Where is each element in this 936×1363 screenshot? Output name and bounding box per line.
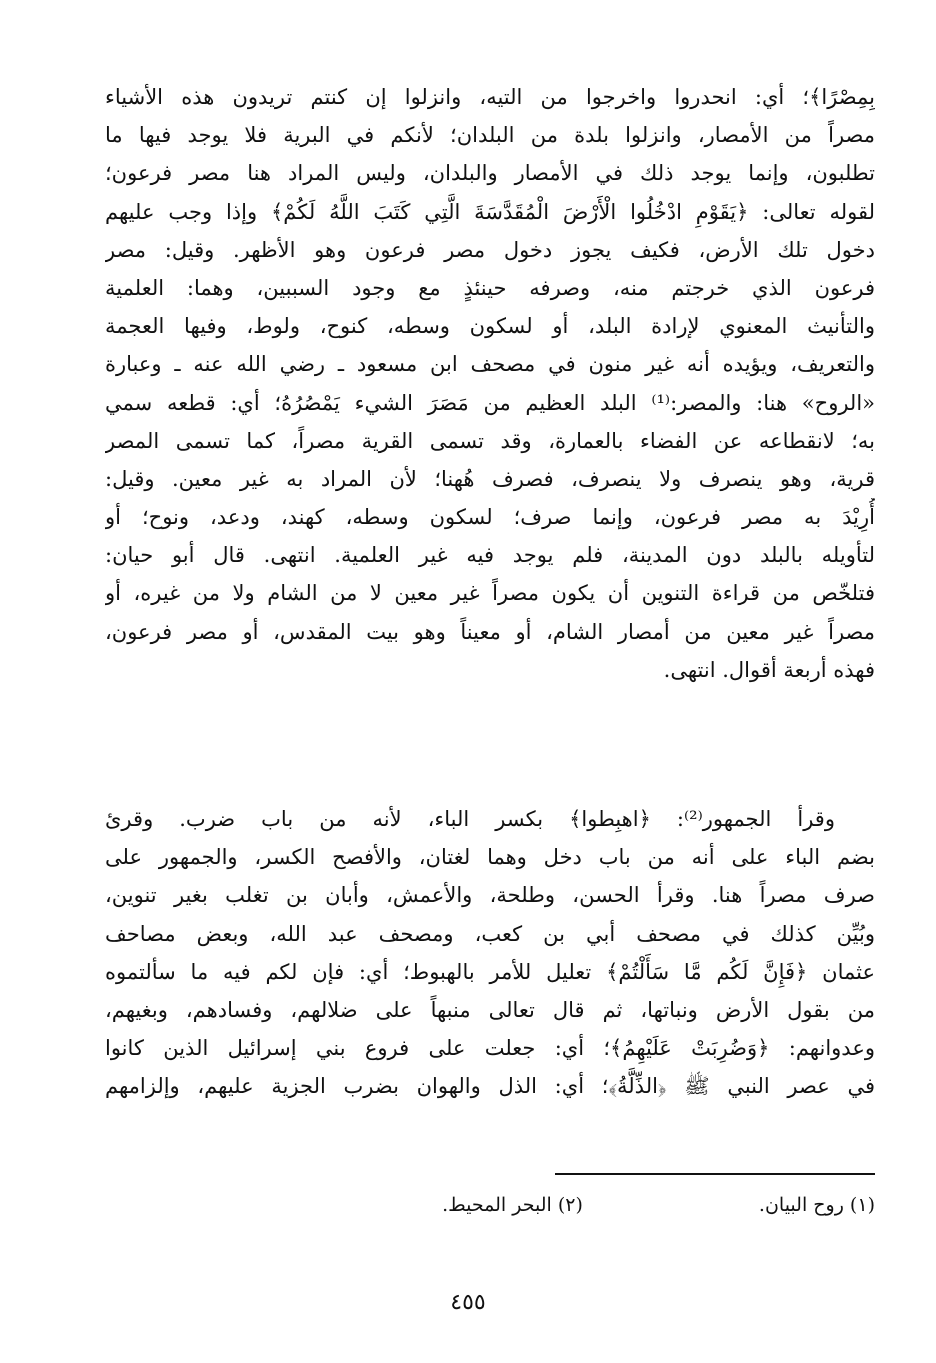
text-line: فتلخّص من قراءة التنوين أن يكون مصراً غير معين لا من الشام ولا من غيره، أو bbox=[105, 581, 875, 606]
text-line: «الروح» هنا: والمصر:⁽¹⁾ البلد العظيم من مَصَرَ الشيء يَمْصُرُهُ؛ أي: قطعه سمي bbox=[105, 390, 875, 415]
text-line: والتأنيث المعنوي لإرادة البلد، أو لسكون وسطه، كنوح، ولوط، وفيها العجمة bbox=[105, 314, 875, 339]
text-line: بضم الباء على أنه من باب دخل وهما لغتان، والأفصح الكسر، والجمهور على bbox=[105, 845, 875, 870]
text-line: دخول تلك الأرض، فكيف يجوز دخول مصر فرعون وهو الأظهر. وقيل: مصر bbox=[105, 237, 875, 262]
footnote-2: (٢) البحر المحيط. bbox=[442, 1194, 583, 1216]
text-line: أُرِيْدَ به مصر فرعون، وإنما صرف؛ لسكون وسطه، كهند، ودعد، ونوح؛ أو bbox=[105, 505, 875, 530]
text-line: مصراً من الأمصار، وانزلوا بلدة من البلدان؛ لأنكم في البرية فلا يوجد فيها ما bbox=[105, 123, 875, 148]
text-line: به؛ لانقطاعه عن الفضاء بالعمارة، وقد تسمى القرية مصراً، كما تسمى المصر bbox=[105, 428, 875, 453]
text-line: وعدوانهم: ﴿وَضُرِبَتْ عَلَيْهِمُ﴾؛ أي: جعلت على فروع بني إسرائيل الذين كانوا bbox=[105, 1036, 875, 1061]
text-line: مصراً غير معين من أمصار الشام، أو معيناً وهو بيت المقدس، أو مصر فرعون، bbox=[105, 619, 875, 644]
text-line: والتعريف، ويؤيده أنه غير منون في مصحف ابن مسعود ـ رضي الله عنه ـ وعبارة bbox=[105, 352, 875, 377]
footnote-divider bbox=[555, 1173, 875, 1175]
text-line: فهذه أربعة أقوال. انتهى. bbox=[663, 657, 875, 682]
text-line: عثمان ﴿فَإِنَّ لَكُم مَّا سَأَلْتُمْ﴾ تعليل للأمر بالهبوط؛ أي: فإن لكم فيه ما سألتموه bbox=[105, 959, 875, 984]
footnotes bbox=[105, 1188, 875, 1222]
text-line: وبُيِّن كذلك في مصحف أبي بن كعب، ومصحف عبد الله، وبعض مصاحف bbox=[105, 921, 875, 946]
text-line: لقوله تعالى: ﴿يَقَوْمِ ادْخُلُوا الْأَرْضَ الْمُقَدَّسَةَ الَّتِي كَتَبَ اللَّهُ لَكُمْ﴾ وإذا وجب عليهم bbox=[105, 199, 875, 224]
footnote-1: (١) روح البيان. bbox=[758, 1194, 875, 1216]
text-line: في عصر النبي ﷺ ﴿الذِّلَّةُ﴾؛ أي: الذل والهوان بضرب الجزية عليهم، وإلزامهم bbox=[105, 1074, 875, 1099]
paragraph-1 bbox=[105, 78, 875, 689]
text-line: فرعون الذي خرجتم منه، وصرفه حينئذٍ مع وجود السببين، وهما: العلمية bbox=[105, 275, 875, 300]
text-line: لتأويله بالبلد دون المدينة، فلم يوجد فيه غير العلمية. انتهى. قال أبو حيان: bbox=[105, 543, 875, 568]
text-line: تطلبون، وإنما يوجد ذلك في الأمصار والبلدان، وليس المراد هنا مصر فرعون؛ bbox=[105, 161, 875, 186]
text-line: قرية، وهو ينصرف ولا ينصرف، فصرف هُهنا؛ لأن المراد به غير معين. وقيل: bbox=[105, 466, 875, 491]
text-line: صرف مصراً هنا. وقرأ الحسن، وطلحة، والأعمش، وأبان بن تغلب بغير تنوين، bbox=[105, 883, 875, 908]
page-number: ٤٥٥ bbox=[450, 1290, 486, 1315]
text-line: من بقول الأرض ونباتها، ثم قال تعالى منبهاً على ضلالهم، وفسادهم، وبغيهم، bbox=[105, 997, 875, 1022]
text-line: بِمِصْرًا﴾؛ أي: انحدروا واخرجوا من التيه، وانزلوا إن كنتم تريدون هذه الأشياء bbox=[105, 85, 875, 109]
text-line: وقرأ الجمهور⁽²⁾: ﴿اهبِطوا﴾ بكسر الباء، لأنه من باب ضرب. وقرئ bbox=[105, 807, 835, 831]
paragraph-2 bbox=[105, 800, 875, 1106]
